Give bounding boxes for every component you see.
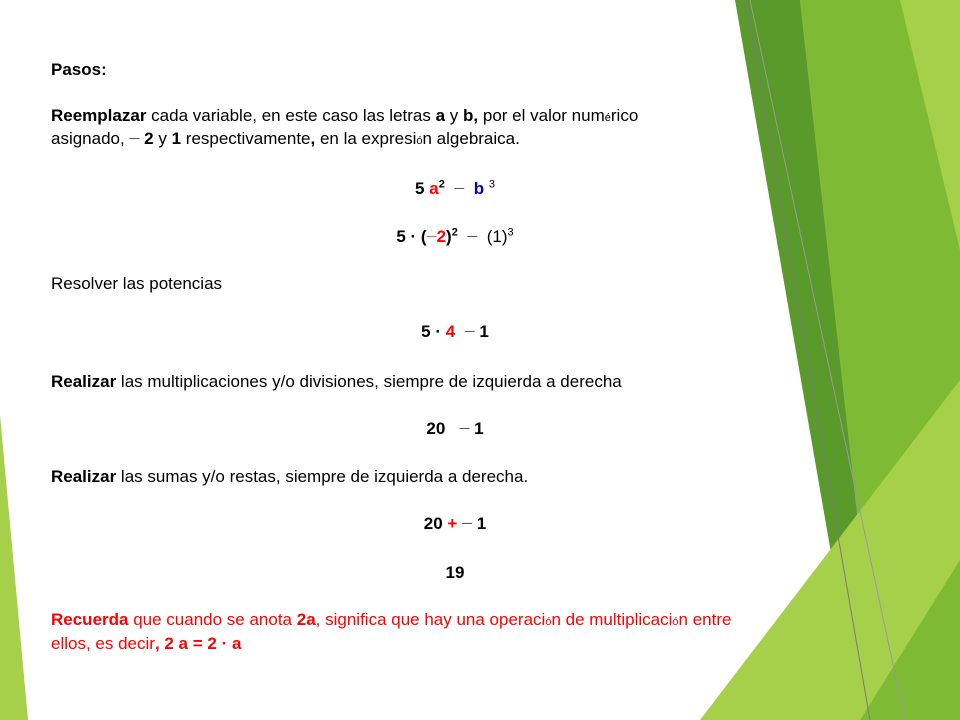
product: 20 <box>423 514 448 533</box>
note-verb: Recuerda <box>51 610 129 629</box>
step1-text: respectivamente <box>181 129 311 148</box>
heading: Pasos: <box>51 60 107 79</box>
step1-text: por el valor num <box>478 106 605 125</box>
minus-sign: — <box>462 518 473 529</box>
minus-sign: — <box>467 231 478 242</box>
expression-2 <box>0 226 910 248</box>
expression-5 <box>0 513 910 535</box>
comma: , <box>310 129 316 148</box>
minus-sign: — <box>464 326 475 337</box>
step1-text: cada variable, en este caso las letras <box>146 106 436 125</box>
step1-text: y <box>445 106 464 125</box>
exponent: 2 <box>451 226 458 239</box>
step1-line2 <box>51 128 520 152</box>
minus-sign: — <box>454 183 465 194</box>
accent-char: é <box>604 112 611 124</box>
plus-sign: + <box>447 514 463 533</box>
step4-text: las sumas y/o restas, siempre de izquierda a derecha. <box>116 467 529 486</box>
note-text: , significa que hay una operaci <box>315 610 546 629</box>
exponent: 2 <box>438 178 445 191</box>
step4-verb: Realizar <box>51 467 117 486</box>
step3-verb: Realizar <box>51 372 117 391</box>
accent-char: ó <box>416 135 423 147</box>
step3 <box>51 371 622 393</box>
expression-3 <box>0 321 910 343</box>
value-b: 1 <box>171 129 182 148</box>
var-b: b <box>473 179 489 198</box>
var-a: a <box>435 106 446 125</box>
exponent: 3 <box>507 226 514 239</box>
step3-text: las multiplicaciones y/o divisiones, siempre de izquierda a derecha <box>116 372 622 391</box>
expression-4 <box>0 418 910 440</box>
step1-line1 <box>51 105 638 129</box>
note-equation: , 2 a = 2 · a <box>154 634 242 653</box>
coef: 5 <box>415 179 430 198</box>
power-result: 4 <box>445 322 456 341</box>
note-text: n entre <box>678 610 732 629</box>
note-text: que cuando se anota <box>128 610 297 629</box>
value: 1 <box>472 514 487 533</box>
step1-text: en la expresi <box>315 129 417 148</box>
step1-verb: Reemplazar <box>51 106 147 125</box>
step1-text: n algebraica. <box>422 129 520 148</box>
exponent: 3 <box>488 178 495 191</box>
value-b: (1) <box>486 227 508 246</box>
step1-text: asignado, <box>51 129 130 148</box>
minus-sign: — <box>426 231 437 242</box>
note-text: n de multiplicaci <box>551 610 673 629</box>
note-line1 <box>51 609 731 633</box>
minus-sign: — <box>459 423 470 434</box>
var-a: a <box>429 179 439 198</box>
accent-char: ó <box>672 616 679 628</box>
minus-sign: — <box>129 133 140 144</box>
paren: ) <box>446 227 452 246</box>
note-text: ellos, es decir <box>51 634 155 653</box>
product: 20 <box>426 419 450 438</box>
step1-text: rico <box>610 106 639 125</box>
accent-char: ó <box>545 616 552 628</box>
coef: 5 · <box>421 322 446 341</box>
step1-text: y <box>153 129 172 148</box>
var-b: b, <box>463 106 479 125</box>
note-term: 2a <box>296 610 316 629</box>
value-a: 2 <box>436 227 447 246</box>
expression-1 <box>0 178 910 200</box>
result: 19 <box>445 563 465 582</box>
value: 1 <box>469 419 484 438</box>
note-line2 <box>51 633 241 655</box>
coef: 5 · ( <box>396 227 427 246</box>
step4 <box>51 466 528 488</box>
value: 1 <box>474 322 489 341</box>
value-a: 2 <box>139 129 154 148</box>
step2: Resolver las potencias <box>51 274 223 293</box>
